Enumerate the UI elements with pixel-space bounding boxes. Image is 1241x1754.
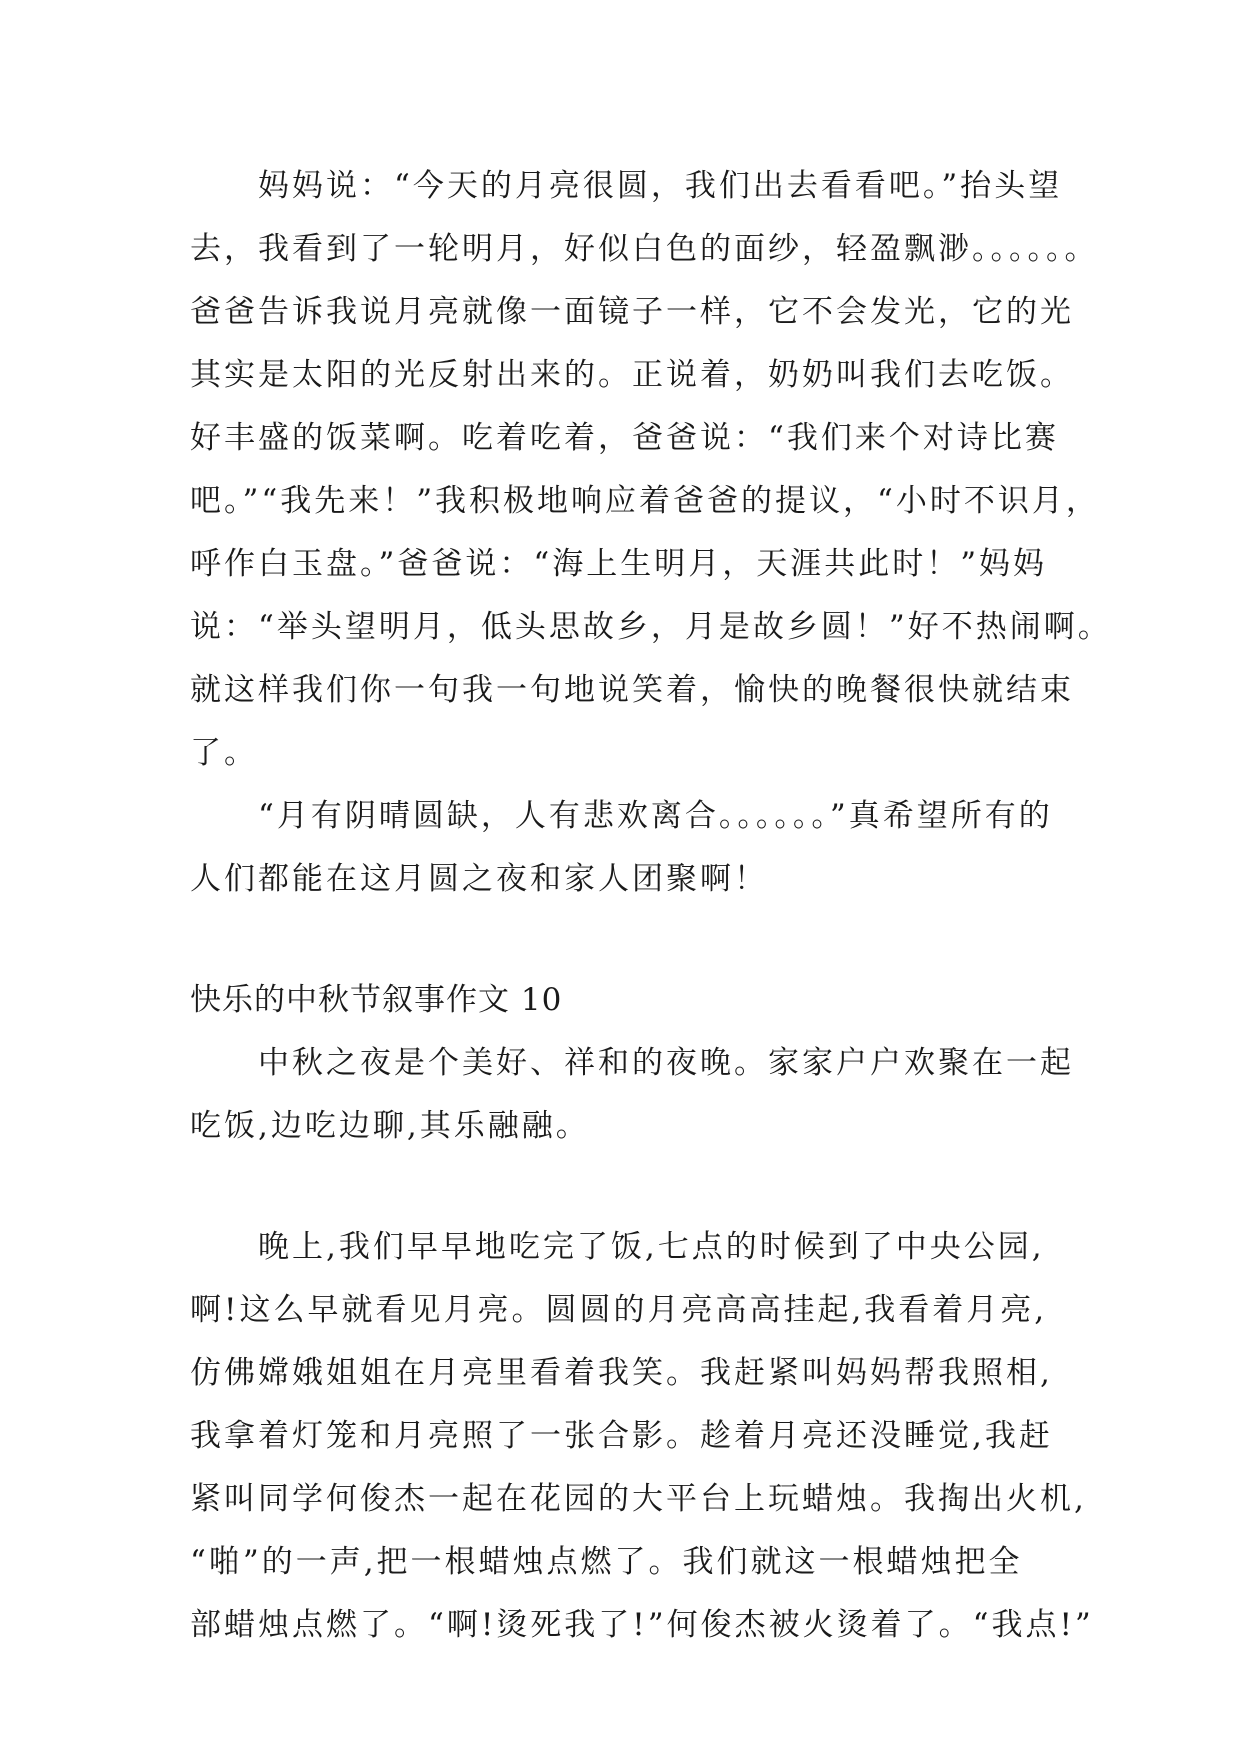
paragraph-line: 中秋之夜是个美好、祥和的夜晚。家家户户欢聚在一起: [258, 1045, 1074, 1081]
paragraph-line: “啪”的一声,把一根蜡烛点燃了。我们就这一根蜡烛把全: [190, 1544, 1023, 1580]
paragraph-line: 部蜡烛点燃了。“啊!烫死我了!”何俊杰被火烫着了。“我点!”: [190, 1607, 1094, 1643]
paragraph-line: 我拿着灯笼和月亮照了一张合影。趁着月亮还没睡觉,我赶: [190, 1418, 1053, 1454]
paragraph-line: 人们都能在这月圆之夜和家人团聚啊！: [190, 861, 768, 897]
paragraph-line: 吧。”“我先来！”我积极地响应着爸爸的提议，“小时不识月，: [190, 483, 1100, 519]
section-title: 快乐的中秋节叙事作文 10: [190, 982, 563, 1018]
paragraph-line: 说：“举头望明月，低头思故乡，月是故乡圆！”好不热闹啊。: [190, 609, 1112, 645]
paragraph-line: 仿佛嫦娥姐姐在月亮里看着我笑。我赶紧叫妈妈帮我照相,: [190, 1355, 1053, 1391]
paragraph-line: 啊!这么早就看见月亮。圆圆的月亮高高挂起,我看着月亮,: [190, 1292, 1048, 1328]
paragraph-line: 晚上,我们早早地吃完了饭,七点的时候到了中央公园,: [258, 1229, 1045, 1265]
paragraph-line: “月有阴晴圆缺，人有悲欢离合。。。。。。”真希望所有的: [258, 798, 1053, 834]
paragraph-line: 妈妈说：“今天的月亮很圆，我们出去看看吧。”抬头望: [258, 168, 1063, 204]
paragraph-line: 紧叫同学何俊杰一起在花园的大平台上玩蜡烛。我掏出火机,: [190, 1481, 1087, 1517]
paragraph-line: 呼作白玉盘。”爸爸说：“海上生明月，天涯共此时！”妈妈: [190, 546, 1048, 582]
paragraph-line: 去，我看到了一轮明月，好似白色的面纱，轻盈飘渺。。。。。。: [190, 231, 1099, 267]
paragraph-line: 了。: [190, 735, 258, 771]
paragraph-line: 就这样我们你一句我一句地说笑着，愉快的晚餐很快就结束: [190, 672, 1074, 708]
paragraph-line: 其实是太阳的光反射出来的。正说着，奶奶叫我们去吃饭。: [190, 357, 1074, 393]
paragraph-line: 吃饭,边吃边聊,其乐融融。: [190, 1108, 590, 1144]
paragraph-line: 爸爸告诉我说月亮就像一面镜子一样，它不会发光，它的光: [190, 294, 1074, 330]
paragraph-line: 好丰盛的饭菜啊。吃着吃着，爸爸说：“我们来个对诗比赛: [190, 420, 1059, 456]
